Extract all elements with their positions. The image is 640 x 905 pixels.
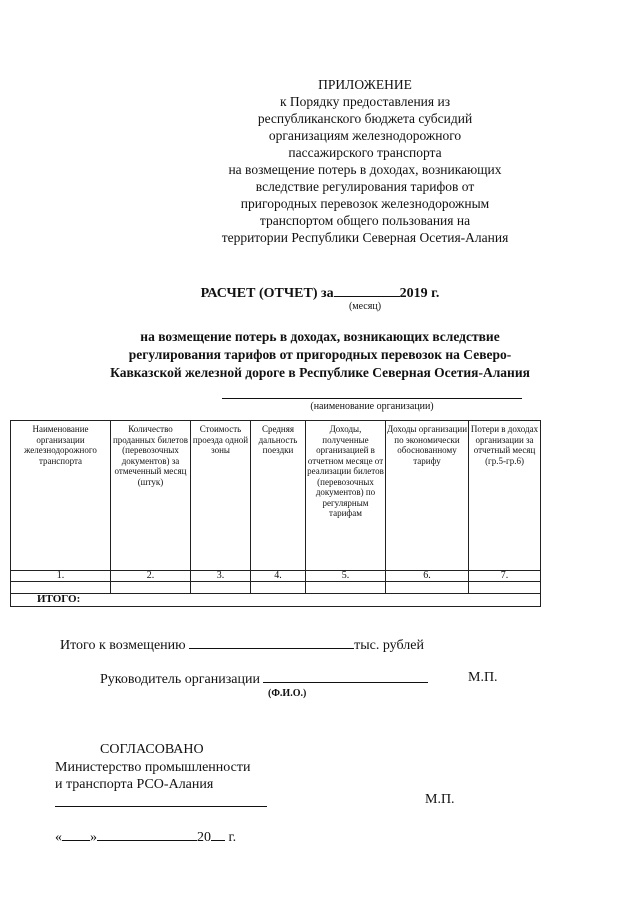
subtitle-line: на возмещение потерь в доходах, возникающих вследствие <box>140 329 500 344</box>
subtitle-line: Кавказской железной дороге в Республике Северная Осетия-Алания <box>110 365 530 380</box>
month-blank-date <box>97 828 197 841</box>
column-number: 2. <box>111 571 191 582</box>
head-stamp: М.П. <box>468 670 498 685</box>
total-row <box>11 594 541 607</box>
header-cell: Доходы, полученные организацией в отчетном месяце от реализации билетов (перевозочных документов) по регулярным тарифам <box>306 421 386 571</box>
report-table <box>10 420 541 607</box>
column-number: 5. <box>306 571 386 582</box>
appendix-block <box>200 76 530 246</box>
date-close-quote: » <box>90 830 97 845</box>
approved-signature-line <box>55 806 267 807</box>
month-blank <box>334 284 400 297</box>
column-number: 6. <box>386 571 469 582</box>
subtitle-line: регулирования тарифов от пригородных перевозок на Северо- <box>128 347 512 362</box>
approved-line2: и транспорта РСО-Алания <box>55 777 214 792</box>
title-suffix: 2019 г. <box>399 286 440 301</box>
appendix-line: организациям железнодорожного <box>268 128 462 143</box>
approved-stamp: М.П. <box>425 792 455 807</box>
column-number: 7. <box>469 571 541 582</box>
appendix-line: территории Республики Северная Осетия-Алания <box>221 230 509 245</box>
appendix-line: ПРИЛОЖЕНИЕ <box>318 77 412 92</box>
head-line <box>100 670 428 688</box>
table-header-row <box>11 421 541 571</box>
appendix-line: вследствие регулирования тарифов от <box>255 179 475 194</box>
head-signature-blank <box>263 670 428 683</box>
header-cell: Стоимость проезда одной зоны <box>191 421 251 571</box>
header-cell: Наименование организации железнодорожного транспорта <box>11 421 111 571</box>
reimbursement-unit: тыс. рублей <box>354 638 424 653</box>
date-line <box>55 828 236 846</box>
column-number-row <box>11 571 541 582</box>
year-suffix: г. <box>228 830 237 845</box>
reimbursement-blank <box>189 636 354 649</box>
report-title <box>0 284 640 302</box>
approved-title: СОГЛАСОВАНО <box>100 742 204 757</box>
organization-caption: (наименование организации) <box>310 401 434 412</box>
fio-caption: (Ф.И.О.) <box>268 688 307 699</box>
total-label: ИТОГО: <box>11 594 541 607</box>
appendix-line: на возмещение потерь в доходах, возникающих <box>228 162 502 177</box>
year-prefix: 20 <box>197 830 211 845</box>
appendix-line: к Порядку предоставления из <box>279 94 451 109</box>
reimbursement-label: Итого к возмещению <box>60 638 186 653</box>
column-number: 1. <box>11 571 111 582</box>
month-caption: (месяц) <box>348 301 382 312</box>
approved-line1: Министерство промышленности <box>55 760 251 775</box>
header-cell: Доходы организации по экономически обоснованному тарифу <box>386 421 469 571</box>
header-cell: Количество проданных билетов (перевозочных документов) за отмеченный месяц (штук) <box>111 421 191 571</box>
table-row <box>11 582 541 594</box>
column-number: 4. <box>251 571 306 582</box>
report-subtitle <box>60 328 580 382</box>
appendix-line: республиканского бюджета субсидий <box>257 111 473 126</box>
day-blank <box>62 828 90 841</box>
column-number: 3. <box>191 571 251 582</box>
appendix-line: пригородных перевозок железнодорожным <box>240 196 490 211</box>
year-blank <box>211 828 225 841</box>
header-cell: Потери в доходах организации за отчетный месяц (гр.5-гр.6) <box>469 421 541 571</box>
organization-line <box>222 398 522 399</box>
appendix-line: пассажирского транспорта <box>288 145 442 160</box>
title-prefix: РАСЧЕТ (ОТЧЕТ) за <box>200 286 334 301</box>
date-open-quote: « <box>55 830 62 845</box>
header-cell: Средняя дальность поездки <box>251 421 306 571</box>
head-label: Руководитель организации <box>100 672 260 687</box>
appendix-line: транспортом общего пользования на <box>259 213 471 228</box>
reimbursement-line <box>60 636 424 654</box>
